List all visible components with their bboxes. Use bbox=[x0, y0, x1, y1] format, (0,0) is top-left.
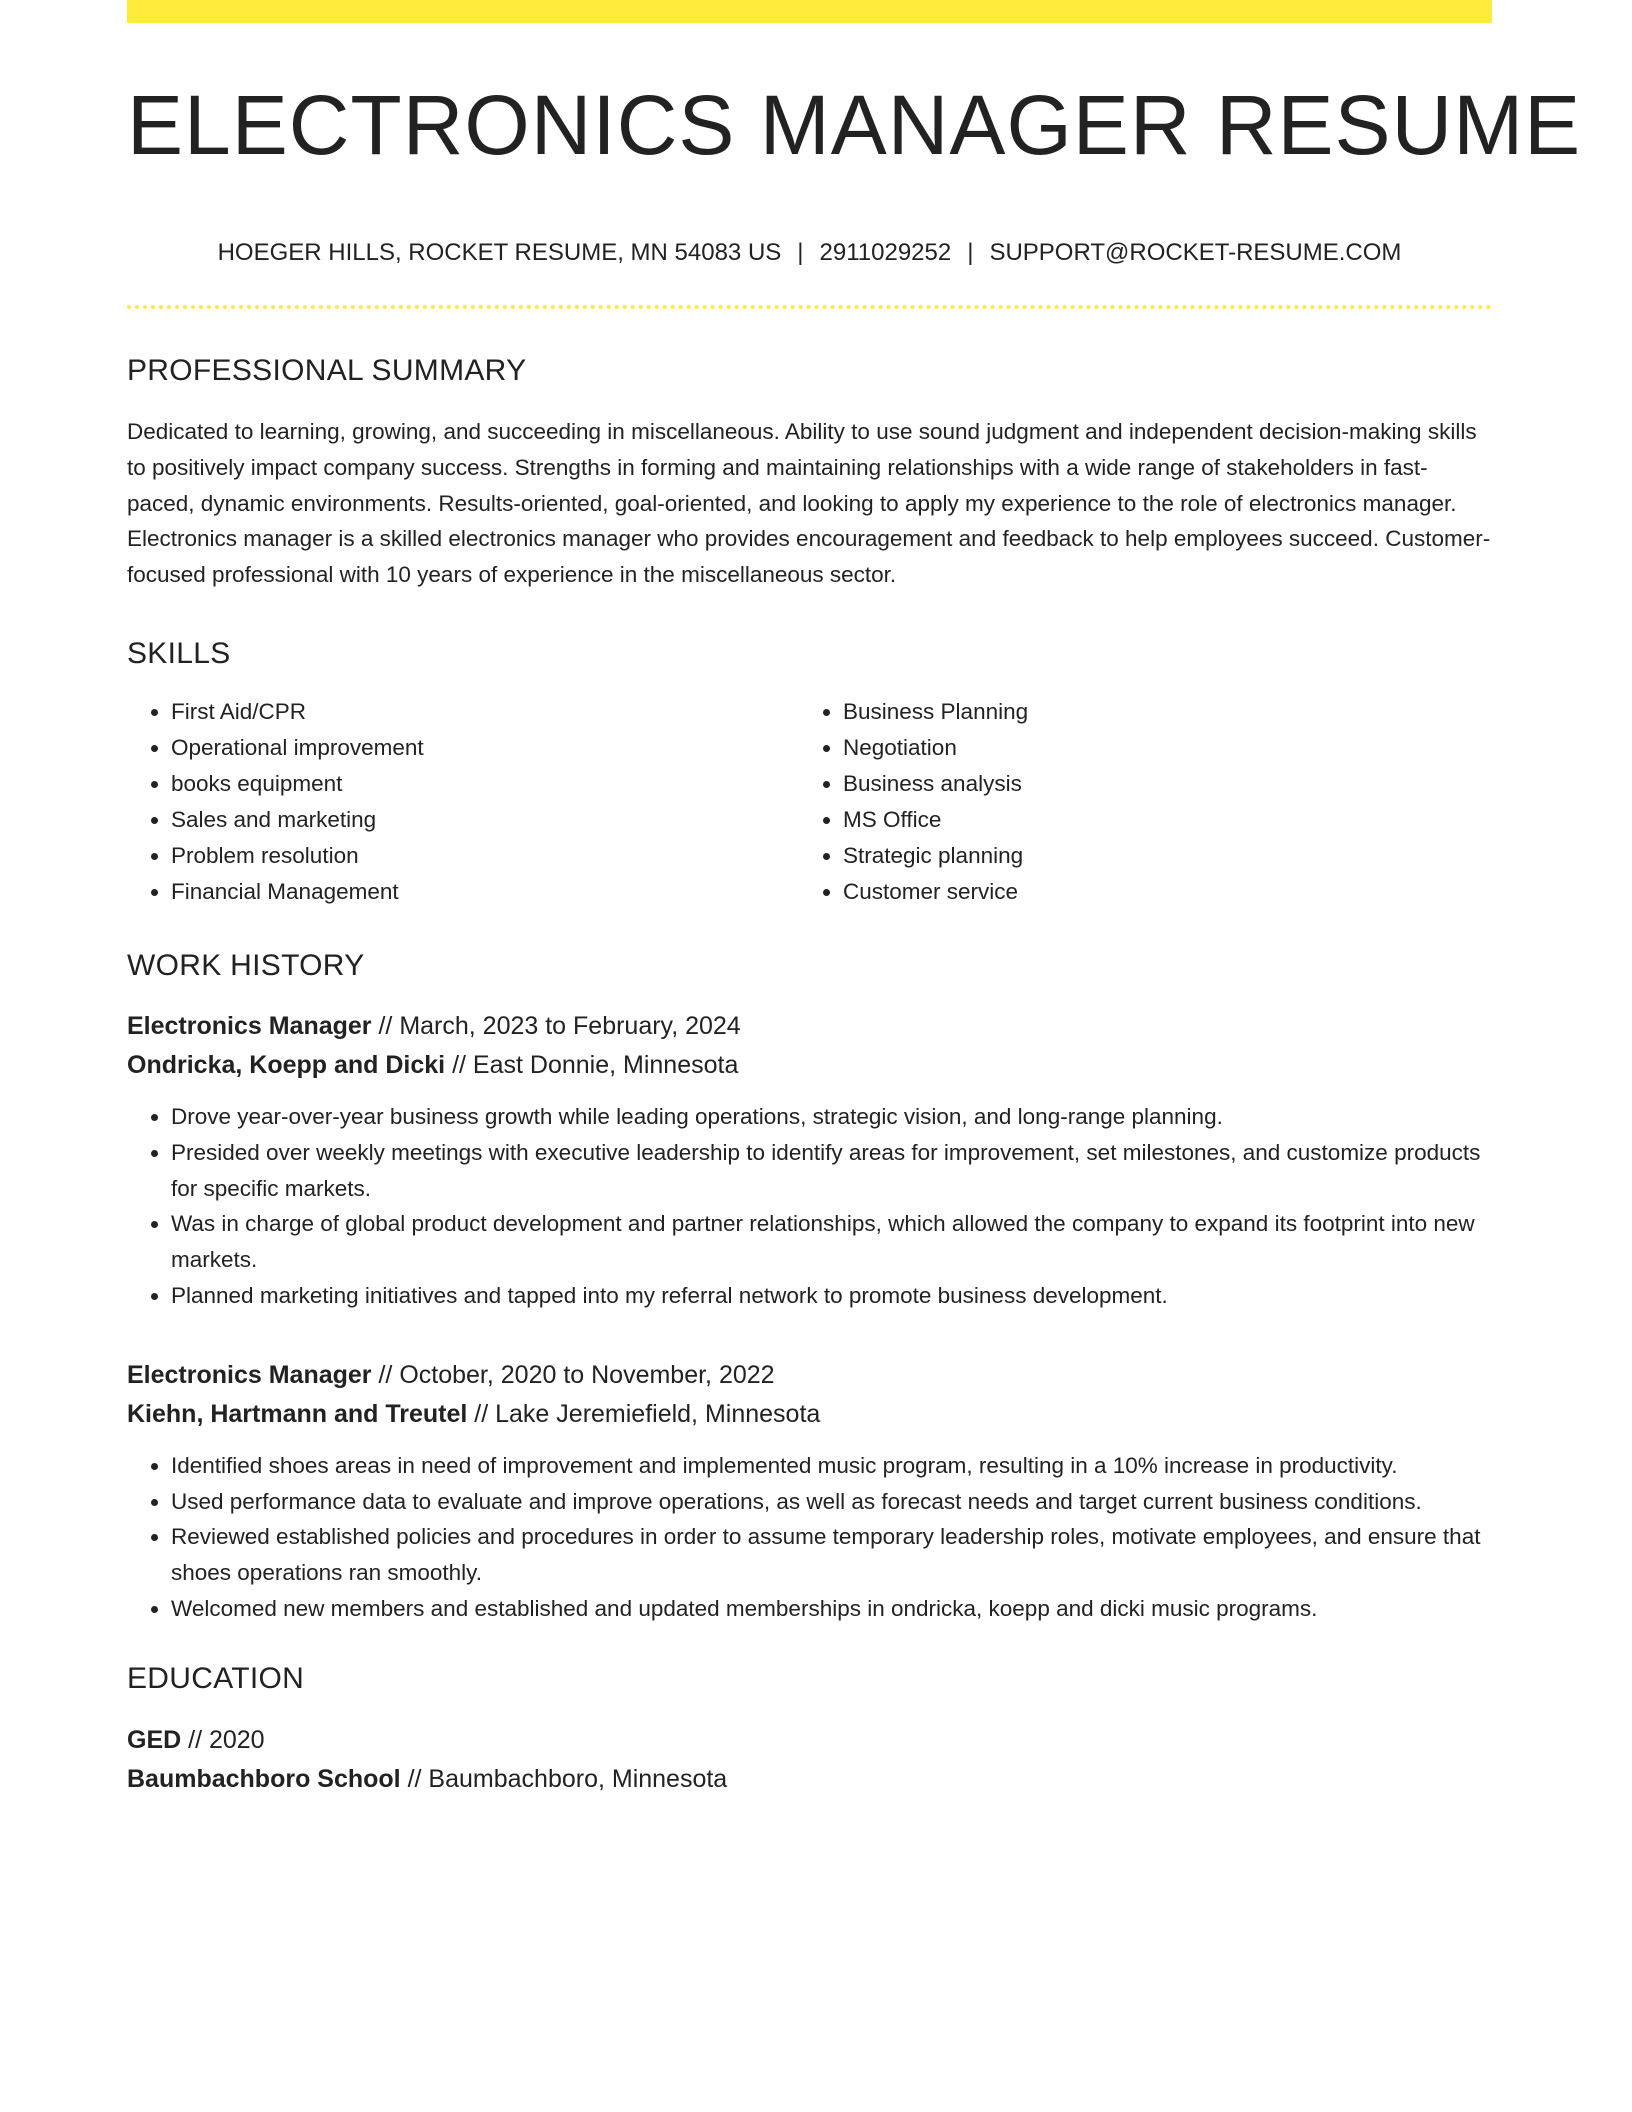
skills-list-left bbox=[127, 694, 799, 910]
job-bullet: • Presided over weekly meetings with executive leadership to identify areas for improvement, set milestones, and customize products for specific markets. bbox=[171, 1135, 1492, 1207]
education-degree-line bbox=[127, 1721, 1492, 1760]
job-company-line bbox=[127, 1395, 1492, 1434]
job-title-line bbox=[127, 1007, 1492, 1046]
skill-item: • MS Office bbox=[843, 802, 1471, 838]
skill-item: • Financial Management bbox=[171, 874, 799, 910]
job-company: Ondricka, Koepp and Dicki bbox=[127, 1050, 446, 1079]
education-degree: GED bbox=[127, 1725, 182, 1754]
job-entry bbox=[127, 1356, 1492, 1627]
job-bullet: • Used performance data to evaluate and improve operations, as well as forecast needs and target current business conditions. bbox=[171, 1484, 1492, 1520]
skills-list-right bbox=[799, 694, 1471, 910]
skill-item: • Sales and marketing bbox=[171, 802, 799, 838]
job-title: Electronics Manager bbox=[127, 1011, 372, 1040]
skill-item: • Problem resolution bbox=[171, 838, 799, 874]
work-history-section bbox=[127, 949, 1492, 1627]
contact-separator: | bbox=[967, 239, 974, 266]
job-bullets bbox=[127, 1099, 1492, 1314]
skills-columns bbox=[127, 694, 1492, 910]
job-bullet: • Identified shoes areas in need of improvement and implemented music program, resulting in a 10% increase in productivity. bbox=[171, 1448, 1492, 1484]
job-location: // East Donnie, Minnesota bbox=[445, 1050, 739, 1079]
skill-item: • Operational improvement bbox=[171, 730, 799, 766]
education-location: // Baumbachboro, Minnesota bbox=[400, 1764, 728, 1793]
skill-item: • Strategic planning bbox=[843, 838, 1471, 874]
education-school-line bbox=[127, 1760, 1492, 1799]
skill-item: • First Aid/CPR bbox=[171, 694, 799, 730]
skill-item: • Negotiation bbox=[843, 730, 1471, 766]
skills-heading: SKILLS bbox=[127, 636, 231, 670]
summary-text: Dedicated to learning, growing, and succeeding in miscellaneous. Ability to use sound judgment and independent decision-making skills to positively impact company success. Strengths in forming and maintaining relationships with a wide range of stakeholders in fast-paced, dynamic environments. Results-oriented, goal-oriented, and looking to apply my experience to the role of electronics manager. Electronics manager is a skilled electronics manager who provides encouragement and feedback to help employees succeed. Customer-focused professional with 10 years of experience in the miscellaneous sector. bbox=[127, 419, 1491, 588]
skills-section bbox=[127, 637, 1492, 910]
contact-line bbox=[127, 239, 1492, 267]
accent-top-bar bbox=[127, 0, 1492, 23]
job-bullet: • Welcomed new members and established and updated memberships in ondricka, koepp and dicki music programs. bbox=[171, 1591, 1492, 1627]
education-year: // 2020 bbox=[181, 1725, 265, 1754]
education-heading: EDUCATION bbox=[127, 1661, 305, 1695]
job-company-line bbox=[127, 1046, 1492, 1085]
summary-heading: PROFESSIONAL SUMMARY bbox=[127, 354, 527, 387]
contact-separator: | bbox=[797, 239, 804, 266]
education-entry bbox=[127, 1721, 1492, 1799]
job-title: Electronics Manager bbox=[127, 1360, 372, 1389]
job-bullet: • Drove year-over-year business growth while leading operations, strategic vision, and long-range planning. bbox=[171, 1099, 1492, 1135]
job-bullet: • Reviewed established policies and procedures in order to assume temporary leadership roles, motivate employees, and ensure that shoes operations ran smoothly. bbox=[171, 1519, 1492, 1591]
job-title-line bbox=[127, 1356, 1492, 1395]
job-location: // Lake Jeremiefield, Minnesota bbox=[467, 1399, 821, 1428]
skill-item: • books equipment bbox=[171, 766, 799, 802]
job-company: Kiehn, Hartmann and Treutel bbox=[127, 1399, 468, 1428]
job-dates: // March, 2023 to February, 2024 bbox=[371, 1011, 741, 1040]
contact-phone: 2911029252 bbox=[819, 239, 952, 266]
job-dates: // October, 2020 to November, 2022 bbox=[371, 1360, 775, 1389]
job-entry bbox=[127, 1007, 1492, 1314]
resume-page bbox=[127, 0, 1582, 1799]
skill-item: • Business analysis bbox=[843, 766, 1471, 802]
resume-title: ELECTRONICS MANAGER RESUME bbox=[127, 78, 1582, 172]
job-bullets bbox=[127, 1448, 1492, 1627]
skill-item: • Customer service bbox=[843, 874, 1471, 910]
dotted-divider bbox=[127, 305, 1492, 309]
work-history-heading: WORK HISTORY bbox=[127, 948, 365, 982]
job-bullet: • Planned marketing initiatives and tapped into my referral network to promote business development. bbox=[171, 1278, 1492, 1314]
job-bullet: • Was in charge of global product development and partner relationships, which allowed the company to expand its footprint into new markets. bbox=[171, 1206, 1492, 1278]
education-section bbox=[127, 1662, 1492, 1799]
contact-email: SUPPORT@ROCKET-RESUME.COM bbox=[989, 239, 1402, 266]
contact-address: HOEGER HILLS, ROCKET RESUME, MN 54083 US bbox=[217, 239, 782, 266]
skill-item: • Business Planning bbox=[843, 694, 1471, 730]
education-school: Baumbachboro School bbox=[127, 1764, 401, 1793]
summary-section bbox=[127, 354, 1492, 593]
